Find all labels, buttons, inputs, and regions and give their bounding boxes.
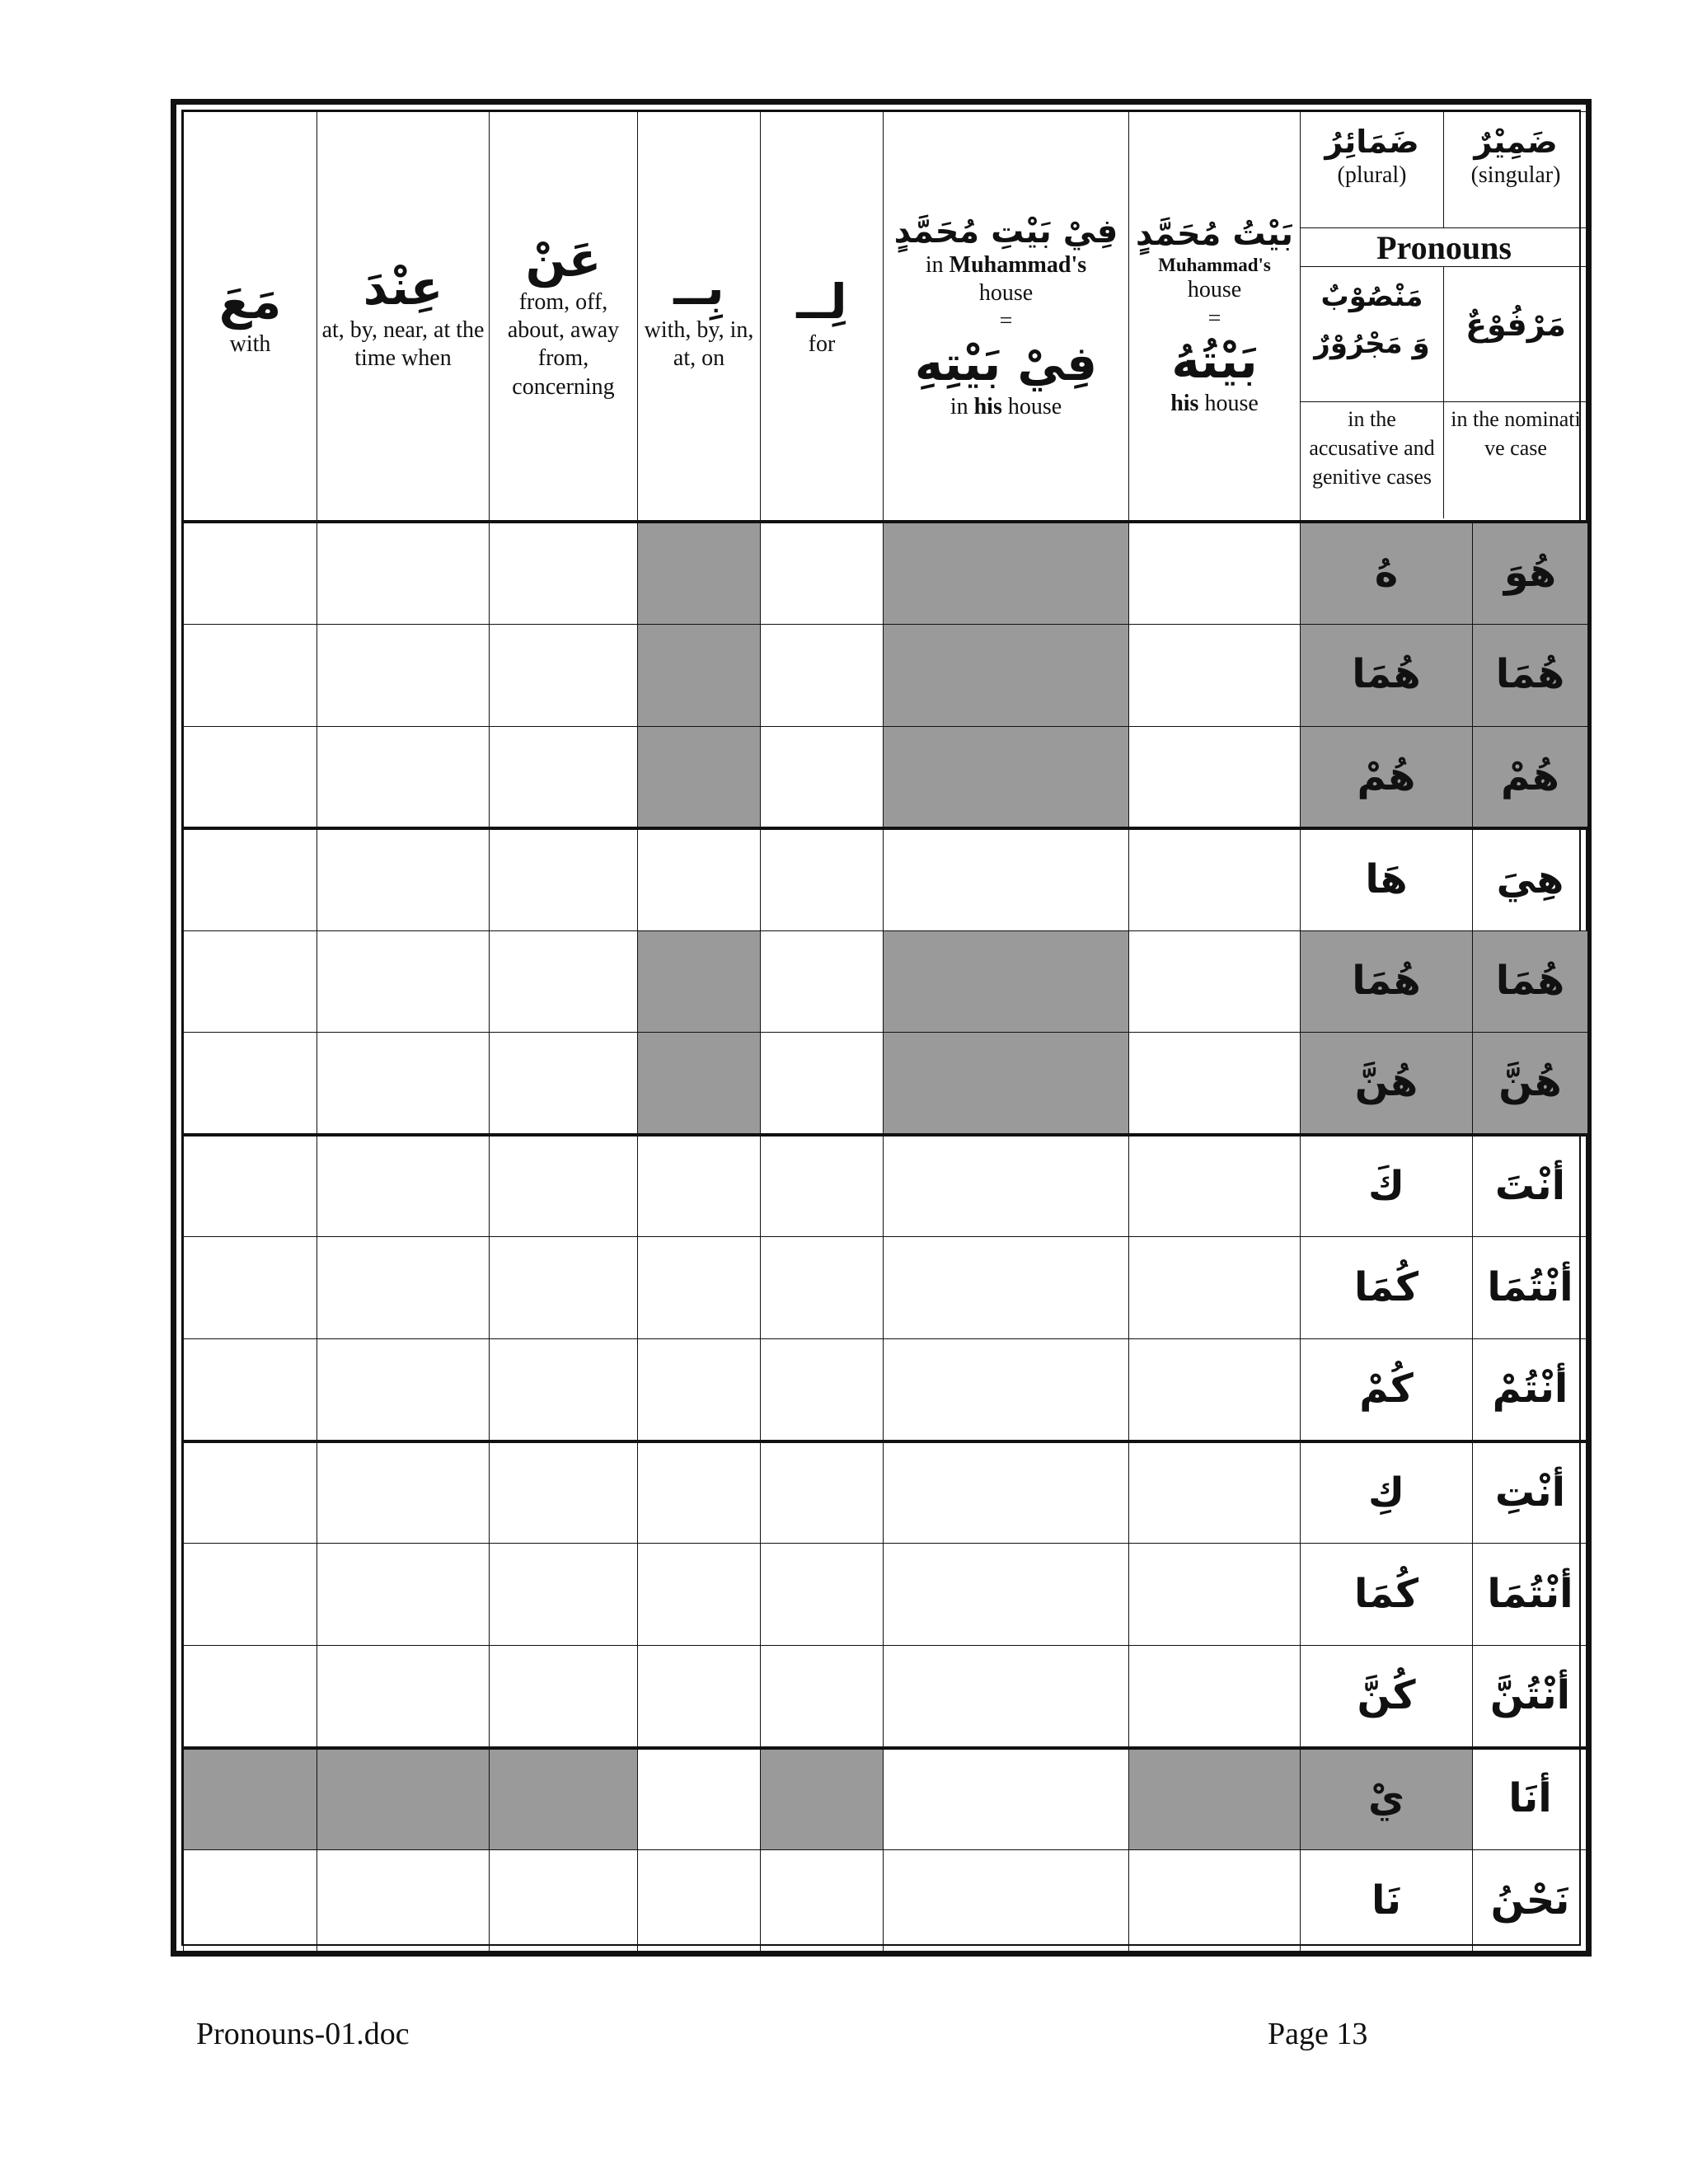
detached-pronoun: أنْتُمَا: [1487, 1570, 1573, 1617]
attached-pronoun: هُنَّ: [1354, 1059, 1418, 1106]
detached-pronoun: هُنَّ: [1498, 1059, 1562, 1106]
cell-ma: [184, 1544, 317, 1646]
cell-li: [761, 1339, 884, 1441]
cell-inda: [317, 1646, 490, 1748]
cell-li: [761, 828, 884, 930]
cell-attached: [1301, 1135, 1473, 1237]
cell-bi: [638, 1339, 761, 1441]
header-inda: [317, 112, 490, 523]
cell-fi-bayt: [884, 1441, 1129, 1544]
cell-li: [761, 1748, 884, 1850]
cell-attached: [1301, 930, 1473, 1033]
cell-an: [490, 828, 638, 930]
cell-inda: [317, 1339, 490, 1441]
cell-li: [761, 1849, 884, 1952]
cell-an: [490, 1441, 638, 1544]
damir-arabic: ضَمِيْرٌ: [1474, 124, 1558, 160]
table-row: [184, 1237, 1588, 1339]
header-bayt: [1129, 112, 1301, 523]
bayt-equals: =: [1207, 305, 1221, 331]
cell-ma: [184, 1339, 317, 1441]
cell-fi-bayt: [884, 1237, 1129, 1339]
cell-bi: [638, 930, 761, 1033]
cell-an: [490, 1748, 638, 1850]
inda-english: at, by, near, at the time when: [321, 317, 485, 372]
cell-detached: [1473, 1135, 1588, 1237]
cell-bi: [638, 1748, 761, 1850]
cell-fi-bayt: [884, 624, 1129, 726]
table-row: [184, 522, 1588, 624]
ma-english: with: [229, 331, 271, 358]
cell-bi: [638, 1646, 761, 1748]
cell-detached: [1473, 1033, 1588, 1135]
table-row: [184, 624, 1588, 726]
cell-an: [490, 1646, 638, 1748]
detached-pronoun: أنْتُمَا: [1487, 1264, 1573, 1311]
detached-pronoun: هُمَا: [1495, 958, 1565, 1005]
table-row: [184, 1033, 1588, 1135]
cell-bi: [638, 1237, 761, 1339]
cell-ma: [184, 1441, 317, 1544]
cell-li: [761, 1441, 884, 1544]
cell-bi: [638, 522, 761, 624]
attached-pronoun: يْ: [1368, 1775, 1404, 1822]
table-row: [184, 1339, 1588, 1441]
cell-fi-bayt: [884, 1339, 1129, 1441]
baytuhu-english: his house: [1170, 391, 1259, 417]
cell-bayt: [1129, 1441, 1301, 1544]
footer-page-number: Page 13: [1268, 2017, 1368, 2051]
cell-ma: [184, 1646, 317, 1748]
cell-bi: [638, 1441, 761, 1544]
table-row: [184, 1441, 1588, 1544]
majrur-arabic: وَ مَجْرُوْرٌ: [1314, 326, 1430, 360]
attached-pronoun: كِ: [1368, 1469, 1404, 1516]
cell-bi: [638, 1544, 761, 1646]
detached-pronoun: هُمْ: [1501, 752, 1559, 799]
cell-ma: [184, 1849, 317, 1952]
header-fi-bayt: [884, 112, 1129, 523]
cell-inda: [317, 1748, 490, 1850]
cell-bayt: [1129, 1339, 1301, 1441]
attached-pronoun: هُ: [1374, 550, 1399, 597]
cell-li: [761, 726, 884, 828]
cell-inda: [317, 726, 490, 828]
cell-attached: [1301, 1237, 1473, 1339]
marfu-arabic: مَرْفُوْعٌ: [1465, 307, 1566, 343]
pronouns-title: Pronouns: [1376, 229, 1512, 266]
cell-inda: [317, 624, 490, 726]
detached-pronoun: هِيَ: [1496, 856, 1564, 903]
pronouns-title-cell: [1301, 227, 1587, 267]
fi-bayt-equals: =: [999, 307, 1013, 334]
table-row: [184, 1748, 1588, 1850]
cell-ma: [184, 1033, 317, 1135]
cell-attached: [1301, 828, 1473, 930]
cell-attached: [1301, 1646, 1473, 1748]
cell-detached: [1473, 1646, 1588, 1748]
cell-ma: [184, 828, 317, 930]
an-arabic: عَنْ: [525, 231, 602, 288]
cell-bi: [638, 828, 761, 930]
attached-pronoun: نَا: [1371, 1877, 1402, 1924]
detached-pronoun: أنْتُنَّ: [1489, 1672, 1571, 1719]
cell-bayt: [1129, 930, 1301, 1033]
cell-li: [761, 1033, 884, 1135]
cell-inda: [317, 828, 490, 930]
detached-pronoun: أنْتَ: [1494, 1162, 1566, 1209]
bayt-arabic: بَيْتُ مُحَمَّدٍ: [1135, 214, 1294, 253]
mansub-arabic: مَنْصُوْبٌ: [1320, 280, 1423, 313]
cell-bayt: [1129, 1748, 1301, 1850]
cell-detached: [1473, 624, 1588, 726]
cell-an: [490, 1237, 638, 1339]
cell-attached: [1301, 1339, 1473, 1441]
attached-pronoun: كُمَا: [1353, 1570, 1419, 1617]
cell-fi-bayt: [884, 1544, 1129, 1646]
cell-bi: [638, 726, 761, 828]
cell-an: [490, 522, 638, 624]
cell-li: [761, 522, 884, 624]
cell-li: [761, 1646, 884, 1748]
detached-pronoun: نَحْنُ: [1490, 1877, 1570, 1924]
cell-attached: [1301, 1544, 1473, 1646]
cell-bayt: [1129, 1646, 1301, 1748]
plural-cell: [1301, 112, 1444, 227]
cell-bayt: [1129, 828, 1301, 930]
detached-pronoun: أنْتِ: [1494, 1469, 1566, 1516]
header-an: [490, 112, 638, 523]
cell-inda: [317, 930, 490, 1033]
table-row: [184, 930, 1588, 1033]
table-row: [184, 1135, 1588, 1237]
acc-gen-cell: [1301, 401, 1444, 518]
cell-attached: [1301, 624, 1473, 726]
cell-fi-bayt: [884, 930, 1129, 1033]
header-row: [184, 112, 1588, 523]
attached-pronoun: كُمَا: [1353, 1264, 1419, 1311]
cell-ma: [184, 1237, 317, 1339]
cell-bi: [638, 624, 761, 726]
cell-attached: [1301, 1748, 1473, 1850]
an-english: from, off, about, away from, concerning: [507, 289, 620, 400]
header-li: [761, 112, 884, 523]
cell-bi: [638, 1033, 761, 1135]
cell-detached: [1473, 1237, 1588, 1339]
table-row: [184, 1646, 1588, 1748]
cell-an: [490, 1339, 638, 1441]
table-row: [184, 726, 1588, 828]
cell-detached: [1473, 828, 1588, 930]
cell-bayt: [1129, 726, 1301, 828]
cell-bayt: [1129, 1237, 1301, 1339]
baytuhu-arabic: بَيْتُهُ: [1171, 332, 1258, 389]
cell-an: [490, 624, 638, 726]
table-row: [184, 1849, 1588, 1952]
nominative-cell: [1444, 401, 1587, 518]
cell-an: [490, 726, 638, 828]
cell-li: [761, 624, 884, 726]
cell-an: [490, 930, 638, 1033]
li-english: for: [808, 331, 836, 358]
fi-baytihi-english: in his house: [950, 393, 1062, 419]
table-inner-border: [181, 110, 1581, 1946]
cell-fi-bayt: [884, 522, 1129, 624]
page-frame: [171, 99, 1592, 1957]
header-pronouns: [1301, 112, 1588, 523]
cell-detached: [1473, 1544, 1588, 1646]
cell-attached: [1301, 1441, 1473, 1544]
bi-english: with, by, in, at, on: [644, 317, 754, 372]
mansub-cell: [1301, 267, 1444, 401]
cell-detached: [1473, 930, 1588, 1033]
cell-an: [490, 1135, 638, 1237]
bi-arabic: بِــ: [673, 259, 724, 316]
cell-ma: [184, 624, 317, 726]
detached-pronoun: هُوَ: [1503, 550, 1557, 597]
cell-attached: [1301, 726, 1473, 828]
cell-fi-bayt: [884, 1748, 1129, 1850]
cell-detached: [1473, 1339, 1588, 1441]
plural-label: (plural): [1337, 162, 1407, 188]
singular-label: (singular): [1470, 162, 1561, 188]
cell-ma: [184, 930, 317, 1033]
attached-pronoun: هُمَا: [1352, 958, 1421, 1005]
cell-inda: [317, 1237, 490, 1339]
attached-pronoun: كَ: [1368, 1162, 1404, 1209]
cell-li: [761, 1237, 884, 1339]
cell-inda: [317, 1544, 490, 1646]
cell-bayt: [1129, 624, 1301, 726]
cell-inda: [317, 1135, 490, 1237]
cell-attached: [1301, 1033, 1473, 1135]
acc-gen-label: in the accusative and genitive cases: [1309, 407, 1435, 489]
attached-pronoun: هَا: [1365, 856, 1408, 903]
cell-ma: [184, 1748, 317, 1850]
attached-pronoun: كُنَّ: [1357, 1672, 1416, 1719]
ma-arabic: مَعَ: [218, 273, 282, 330]
damair-arabic: ضَمَائِرُ: [1325, 124, 1419, 160]
li-arabic: لِــ: [796, 273, 847, 330]
cell-inda: [317, 1849, 490, 1952]
cell-an: [490, 1033, 638, 1135]
cell-bi: [638, 1849, 761, 1952]
cell-inda: [317, 1033, 490, 1135]
detached-pronoun: أنَا: [1508, 1775, 1552, 1822]
cell-detached: [1473, 726, 1588, 828]
singular-cell: [1444, 112, 1587, 227]
inda-arabic: عِنْدَ: [363, 259, 443, 316]
cell-attached: [1301, 522, 1473, 624]
cell-ma: [184, 726, 317, 828]
bayt-house: house: [1187, 277, 1242, 303]
cell-an: [490, 1849, 638, 1952]
cell-inda: [317, 522, 490, 624]
cell-li: [761, 1135, 884, 1237]
cell-fi-bayt: [884, 828, 1129, 930]
fi-bayt-english: in Muhammad's: [925, 251, 1087, 278]
header-bi: [638, 112, 761, 523]
pronouns-block: [1301, 112, 1587, 520]
fi-bayt-house: house: [978, 279, 1034, 306]
cell-detached: [1473, 1748, 1588, 1850]
detached-pronoun: أنْتُمْ: [1492, 1366, 1568, 1413]
header-ma: [184, 112, 317, 523]
cell-detached: [1473, 1849, 1588, 1952]
cell-li: [761, 1544, 884, 1646]
cell-fi-bayt: [884, 1033, 1129, 1135]
bayt-english: Muhammad's: [1158, 254, 1271, 275]
cell-fi-bayt: [884, 1646, 1129, 1748]
cell-bi: [638, 1135, 761, 1237]
marfu-cell: [1444, 267, 1587, 401]
cell-attached: [1301, 1849, 1473, 1952]
table-row: [184, 828, 1588, 930]
cell-fi-bayt: [884, 1849, 1129, 1952]
cell-an: [490, 1544, 638, 1646]
fi-bayt-arabic: فِيْ بَيْتِ مُحَمَّدٍ: [893, 212, 1118, 251]
detached-pronoun: هُمَا: [1495, 651, 1565, 698]
attached-pronoun: هُمْ: [1357, 752, 1416, 799]
cell-detached: [1473, 522, 1588, 624]
cell-fi-bayt: [884, 726, 1129, 828]
table-row: [184, 1544, 1588, 1646]
attached-pronoun: كُمْ: [1359, 1366, 1414, 1413]
pronoun-table: [183, 111, 1588, 1952]
cell-bayt: [1129, 522, 1301, 624]
cell-li: [761, 930, 884, 1033]
nominative-label: in the nominati ve case: [1451, 407, 1581, 460]
fi-baytihi-arabic: فِيْ بَيْتِهِ: [914, 335, 1098, 391]
cell-ma: [184, 1135, 317, 1237]
footer-filename: Pronouns-01.doc: [196, 2017, 410, 2051]
cell-bayt: [1129, 1135, 1301, 1237]
cell-bayt: [1129, 1544, 1301, 1646]
cell-bayt: [1129, 1033, 1301, 1135]
cell-fi-bayt: [884, 1135, 1129, 1237]
cell-detached: [1473, 1441, 1588, 1544]
attached-pronoun: هُمَا: [1352, 651, 1421, 698]
cell-bayt: [1129, 1849, 1301, 1952]
cell-ma: [184, 522, 317, 624]
cell-inda: [317, 1441, 490, 1544]
